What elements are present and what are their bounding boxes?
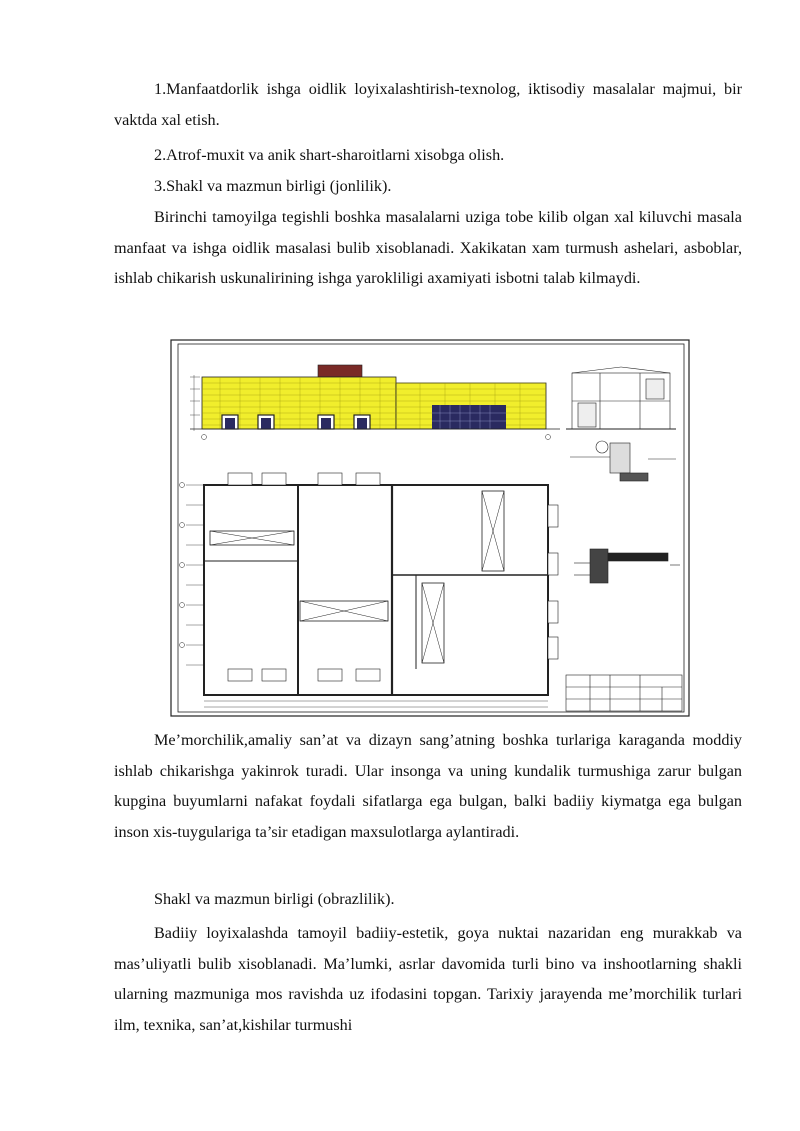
paragraph-principle-1: 1.Manfaatdorlik ishga oidlik loyixalashtirish-texnolog, iktisodiy masalalar majmui, bir vaktda xal etish. xyxy=(114,80,742,129)
paragraph-principle-2: 2.Atrof-muxit va anik shart-sharoitlarni xisobga olish. xyxy=(154,146,505,164)
paragraph-architecture: Me’morchilik,amaliy san’at va dizayn sang’atning boshka turlariga karaganda moddiy ishlab chikarishga yakinrok turadi. Ular insonga va uning kundalik turmushiga zarur bulgan kupgina buyumlarni nafakat foydali sifatlarga ega bulgan, balki badiiy kiymatga ega bulgan inson xis-tuygulariga ta’sir etadigan maxsulotlarga aylantiradi. xyxy=(114,731,742,841)
architectural-drawing xyxy=(170,339,690,717)
paragraph-principle-3: 3.Shakl va mazmun birligi (jonlilik). xyxy=(154,177,392,195)
paragraph-first-principle: Birinchi tamoyilga tegishli boshka masalalarni uziga tobe kilib olgan xal kiluvchi masala manfaat va ishga oidlik masalasi bulib xisoblanadi. Xakikatan xam turmush ashelari, asboblar, ishlab chikarish uskunalirining ishga yarokliligi axamiyati isbotni talab kilmaydi. xyxy=(114,208,742,287)
paragraph-form-content: Shakl va mazmun birligi (obrazlilik). xyxy=(154,890,395,908)
paragraph-artistic-design: Badiiy loyixalashda tamoyil badiiy-estetik, goya nuktai nazaridan eng murakkab va mas’uliyatli bulib xisoblanadi. Ma’lumki, asrlar davomida turli bino va inshootlarning shakli ularning mazmuniga mos ravishda uz ifodasini topgan. Tarixiy jarayenda me’morchilik turlari ilm, texnika, san’at,kishilar turmushi xyxy=(114,924,742,1034)
